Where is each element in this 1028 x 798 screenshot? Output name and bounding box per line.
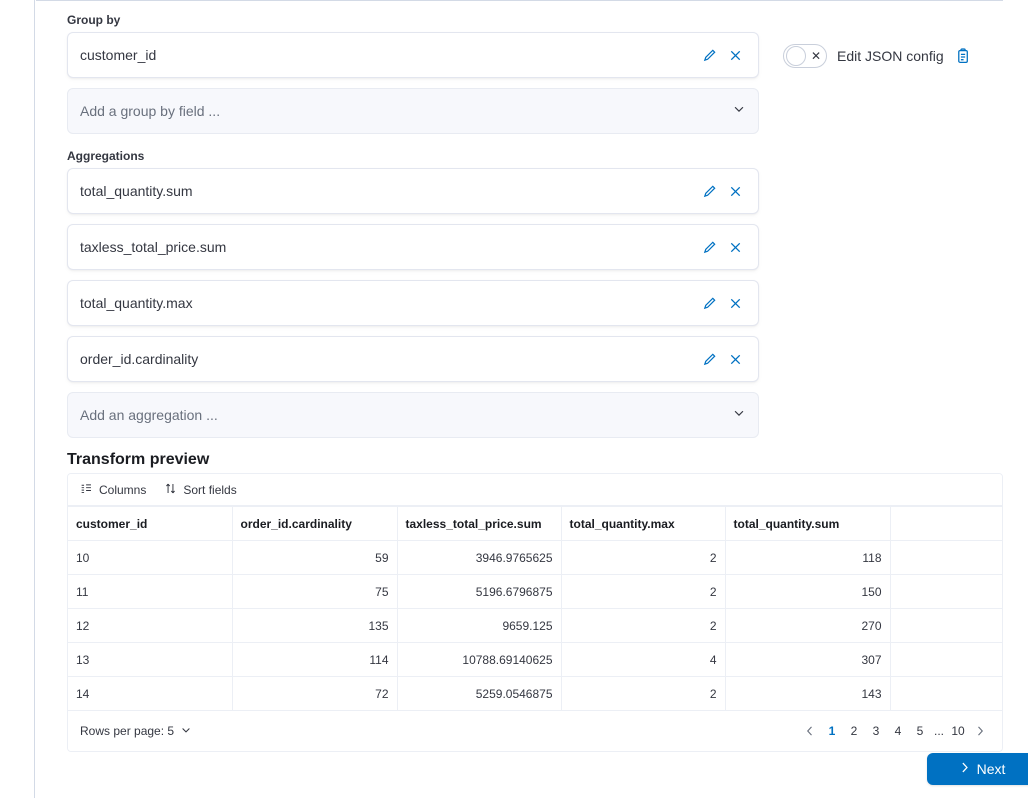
columns-icon [80, 482, 93, 498]
table-row [68, 541, 1003, 575]
copy-to-clipboard-icon[interactable] [954, 48, 971, 65]
page-button-2[interactable]: 2 [850, 724, 858, 738]
column-header[interactable]: total_quantity.max [561, 507, 725, 541]
page-button-3[interactable]: 3 [872, 724, 880, 738]
columns-button[interactable] [80, 482, 146, 498]
column-header[interactable]: customer_id [68, 507, 232, 541]
table-row [68, 677, 1003, 711]
edit-icon[interactable] [696, 290, 722, 316]
cell-order-id-cardinality: 75 [232, 575, 397, 609]
close-icon[interactable] [722, 290, 748, 316]
pagination [800, 720, 990, 742]
transform-config-form [67, 12, 759, 448]
cell-total-quantity-sum: 270 [725, 609, 890, 643]
group-by-item-label: customer_id [80, 47, 157, 63]
transform-preview-title: Transform preview [67, 451, 210, 468]
edit-json-config-label: Edit JSON config [837, 48, 944, 64]
table-toolbar [68, 474, 1002, 506]
table-header-row [68, 507, 1003, 541]
rows-per-page-label: Rows per page: 5 [80, 724, 175, 738]
cell-order-id-cardinality: 72 [232, 677, 397, 711]
aggregation-item-label: total_quantity.sum [80, 183, 193, 199]
chevron-down-icon [180, 724, 192, 739]
page-button-1[interactable]: 1 [828, 724, 836, 738]
next-page-icon[interactable] [970, 725, 990, 737]
chevron-down-icon [732, 102, 746, 121]
cell-total-quantity-sum: 118 [725, 541, 890, 575]
cell-spacer [890, 575, 1003, 609]
column-header[interactable]: taxless_total_price.sum [397, 507, 561, 541]
column-header[interactable]: total_quantity.sum [725, 507, 890, 541]
group-by-item[interactable] [67, 32, 759, 78]
edit-icon[interactable] [696, 178, 722, 204]
edit-json-config-toggle[interactable] [783, 44, 827, 68]
cell-customer-id: 11 [68, 575, 232, 609]
sort-icon [164, 482, 177, 498]
aggregation-item[interactable] [67, 336, 759, 382]
aggregation-item-label: order_id.cardinality [80, 351, 199, 367]
cell-spacer [890, 541, 1003, 575]
close-icon[interactable] [722, 234, 748, 260]
close-icon[interactable] [722, 178, 748, 204]
cell-total-quantity-max: 4 [561, 643, 725, 677]
add-group-by-select[interactable] [67, 88, 759, 134]
cell-total-quantity-sum: 307 [725, 643, 890, 677]
cell-taxless-total-price-sum: 9659.125 [397, 609, 561, 643]
cell-taxless-total-price-sum: 3946.9765625 [397, 541, 561, 575]
chevron-down-icon [732, 406, 746, 425]
close-icon[interactable] [722, 346, 748, 372]
cell-order-id-cardinality: 135 [232, 609, 397, 643]
preview-grid [68, 506, 1003, 711]
table-row [68, 609, 1003, 643]
cell-spacer [890, 609, 1003, 643]
edit-icon[interactable] [696, 234, 722, 260]
cell-total-quantity-sum: 150 [725, 575, 890, 609]
cell-total-quantity-max: 2 [561, 575, 725, 609]
add-aggregation-placeholder: Add an aggregation ... [80, 407, 218, 423]
cell-taxless-total-price-sum: 10788.69140625 [397, 643, 561, 677]
columns-label: Columns [99, 482, 147, 497]
page-button-5[interactable]: 5 [916, 724, 924, 738]
close-icon[interactable] [722, 42, 748, 68]
cell-taxless-total-price-sum: 5196.6796875 [397, 575, 561, 609]
aggregations-label: Aggregations [67, 149, 145, 163]
cell-order-id-cardinality: 59 [232, 541, 397, 575]
page-ellipsis: ... [933, 724, 944, 738]
table-row [68, 575, 1003, 609]
cell-spacer [890, 677, 1003, 711]
page-button-4[interactable]: 4 [894, 724, 902, 738]
cell-taxless-total-price-sum: 5259.0546875 [397, 677, 561, 711]
aggregation-item-label: taxless_total_price.sum [80, 239, 227, 255]
next-button-label: Next [976, 761, 1006, 777]
table-row [68, 643, 1003, 677]
sort-fields-button[interactable] [164, 482, 236, 498]
transform-preview-table [67, 473, 1003, 752]
cell-total-quantity-sum: 143 [725, 677, 890, 711]
cell-customer-id: 10 [68, 541, 232, 575]
column-header[interactable]: order_id.cardinality [232, 507, 397, 541]
json-config-control [783, 44, 971, 68]
aggregation-item-label: total_quantity.max [80, 295, 193, 311]
edit-icon[interactable] [696, 346, 722, 372]
page-content [36, 0, 1028, 798]
cell-order-id-cardinality: 114 [232, 643, 397, 677]
aggregation-item[interactable] [67, 280, 759, 326]
cell-customer-id: 12 [68, 609, 232, 643]
cell-spacer [890, 643, 1003, 677]
toggle-knob [786, 46, 806, 66]
cell-customer-id: 13 [68, 643, 232, 677]
sort-fields-label: Sort fields [183, 482, 237, 497]
table-footer [68, 711, 1002, 751]
cross-icon: ✕ [810, 49, 821, 63]
column-header-spacer [890, 507, 1003, 541]
left-rail [0, 0, 35, 798]
add-aggregation-select[interactable] [67, 392, 759, 438]
previous-page-icon[interactable] [800, 725, 820, 737]
aggregation-item[interactable] [67, 224, 759, 270]
aggregation-item[interactable] [67, 168, 759, 214]
group-by-label: Group by [67, 13, 121, 27]
cell-total-quantity-max: 2 [561, 541, 725, 575]
cell-total-quantity-max: 2 [561, 677, 725, 711]
add-group-by-placeholder: Add a group by field ... [80, 103, 221, 119]
edit-icon[interactable] [696, 42, 722, 68]
rows-per-page-button[interactable] [80, 724, 192, 739]
chevron-right-icon [958, 761, 971, 777]
next-button[interactable] [927, 753, 1028, 785]
cell-total-quantity-max: 2 [561, 609, 725, 643]
cell-customer-id: 14 [68, 677, 232, 711]
page-button-10[interactable]: 10 [951, 724, 965, 738]
